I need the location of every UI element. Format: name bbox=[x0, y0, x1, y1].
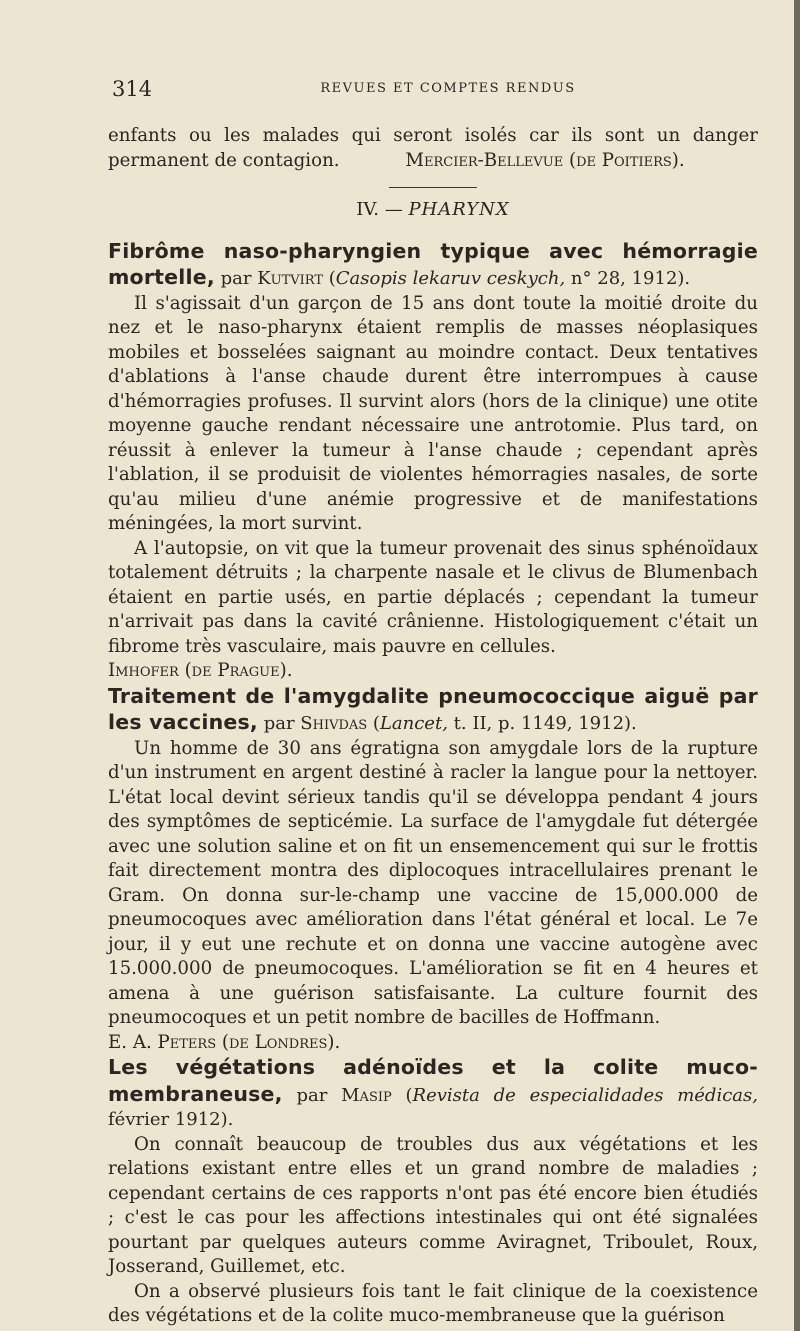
section-title: PHARYNX bbox=[408, 199, 510, 220]
article-title: Fibrôme naso-pharyngien typique avec hémorragie mortelle, bbox=[108, 238, 758, 289]
running-head: REVUES ET COMPTES RENDUS bbox=[320, 81, 576, 96]
reference-author: Masip bbox=[341, 1084, 392, 1106]
reference-detail: février 1912). bbox=[108, 1109, 234, 1130]
article-3-heading bbox=[108, 1055, 758, 1133]
article-1-paragraph-1: Il s'agissait d'un garçon de 15 ans dont toute la moitié droite du nez et le naso-pharynx étaient remplis de masses néoplasiques mobiles et bosselées saignant au moindre contact. Deux tentatives d'ablations à l'anse chaude durent être interrompues à cause d'hémorragies profuses. Il survint alors (hors de la clinique) une otite moyenne gauche rendant nécessaire une antrotomie. Plus tard, on réussit à enlever la tumeur à l'anse chaude ; cependant après l'ablation, il se produisit de violentes hémorragies nasales, de sorte qu'au milieu d'une anémie progressive et de manifestations méningées, la mort survint. bbox=[108, 292, 758, 534]
page-header bbox=[112, 76, 756, 102]
article-1-paragraph-2: A l'autopsie, on vit que la tumeur provenait des sinus sphénoïdaux totalement détruits ; la charpente nasale et le clivus de Blumenbach étaient en partie usés, en partie déplacés ; cependant la tumeur n'arrivait pas dans la cavité crânienne. Histologiquement c'était un fibrome très vasculaire, mais pauvre en cellules. bbox=[108, 537, 758, 657]
body-text bbox=[108, 124, 758, 1329]
reference-author: Kutvirt bbox=[257, 268, 324, 289]
article-title: Traitement de l'amygdalite pneumococcique aiguë par les vaccines, bbox=[108, 683, 758, 734]
article-reference: par Masip (Revista de especialidades médicas, février 1912). bbox=[108, 1084, 758, 1130]
article-1-signature: Imhofer (de Prague). bbox=[108, 660, 293, 681]
article-3-paragraph-1: On connaît beaucoup de troubles dus aux végétations et les relations existant entre elles et un grand nombre de maladies ; cependant certains de ces rapports n'ont pas été encore bien étudiés ; c'est le cas pour les affections intestinales qui ont été signalées pourtant par quelques auteurs comme Aviragnet, Triboulet, Roux, Josserand, Guillemet, etc. bbox=[108, 1133, 758, 1277]
article-1-heading bbox=[108, 239, 758, 292]
article-reference: par Kutvirt (Casopis lekaruv ceskych, n° 28, 1912). bbox=[220, 268, 691, 289]
reference-journal: Revista de especialidades médicas, bbox=[412, 1084, 758, 1106]
reference-detail: t. II, p. 1149, 1912). bbox=[453, 713, 637, 734]
reference-author: Shivdas bbox=[300, 713, 368, 734]
section-heading bbox=[108, 198, 758, 223]
section-divider bbox=[389, 187, 477, 188]
reference-detail: n° 28, 1912). bbox=[570, 268, 691, 289]
article-3-paragraph-2: On a observé plusieurs fois tant le fait clinique de la coexistence des végétations et de la colite muco-membraneuse que la guérison bbox=[108, 1280, 758, 1326]
article-2-signature: E. A. Peters (de Londres). bbox=[108, 1031, 341, 1053]
reference-journal: Casopis lekaruv ceskych, bbox=[335, 268, 566, 289]
article-title: Les végétations adénoïdes et la colite muco-membraneuse, bbox=[108, 1055, 758, 1106]
intro-signature: Mercier-Bellevue (de Poitiers). bbox=[405, 149, 685, 171]
article-reference: par Shivdas (Lancet, t. II, p. 1149, 1912). bbox=[263, 713, 637, 734]
article-2-heading bbox=[108, 684, 758, 737]
section-numeral: IV. — bbox=[356, 199, 403, 220]
reference-journal: Lancet, bbox=[379, 713, 448, 734]
page-number: 314 bbox=[112, 77, 153, 101]
article-2-paragraph-1: Un homme de 30 ans égratigna son amygdale lors de la rupture d'un instrument en argent destiné à racler la langue pour la nettoyer. L'état local devint sérieux tandis qu'il se développa pendant 4 jours des symptômes de septicémie. La surface de l'amygdale fut détergée avec une solution saline et on fit un ensemencement qui sur le frottis fait directement montra des diplocoques intracellulaires prenant le Gram. On donna sur-le-champ une vaccine de 15,000.000 de pneumocoques avec amélioration dans l'état général et local. Le 7e jour, il y eut une rechute et on donna une vaccine autogène avec 15.000.000 de pneumocoques. L'amélioration se fit en 4 heures et amena à une guérison satisfaisante. La culture fournit des pneumocoques et un petit nombre de bacilles de Hoffmann. bbox=[108, 737, 758, 1028]
intro-text: enfants ou les malades qui seront isolés car ils sont un danger permanent de contagion. bbox=[108, 125, 758, 171]
page-edge bbox=[794, 0, 800, 1331]
intro-paragraph bbox=[108, 124, 758, 173]
